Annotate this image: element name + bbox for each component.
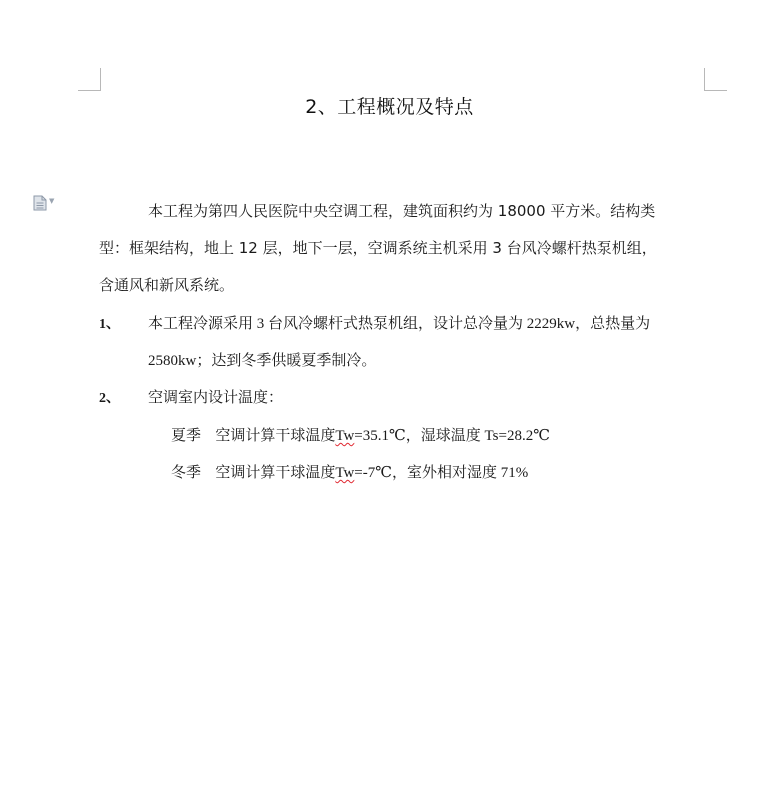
summer-condition	[171, 424, 550, 445]
summer-ts-value: =28.2℃	[498, 428, 550, 444]
page-title: 2、工程概况及特点	[305, 96, 474, 118]
winter-condition	[171, 461, 528, 482]
paragraph-handle[interactable]	[33, 195, 59, 211]
intro-line-3: 含通风和新风系统。	[99, 276, 235, 294]
list-item-2-line-1: 空调室内设计温度：	[148, 388, 284, 406]
intro-line-1: 本工程为第四人民医院中央空调工程，建筑面积约为 18000 平方米。结构类	[148, 202, 656, 220]
list-item-1-line-1: 本工程冷源采用 3 台风冷螺杆式热泵机组，设计总冷量为 2229kw，总热量为	[148, 316, 651, 332]
winter-tw-value: =-7℃，室外相对湿度 71%	[354, 465, 529, 481]
list-number-1: 1、	[99, 317, 120, 332]
summer-tw-code: Tw	[335, 428, 355, 444]
winter-season-label: 冬季	[171, 463, 202, 481]
list-item-1-line-2: 2580kw；达到冬季供暖夏季制冷。	[148, 353, 377, 369]
top-right-margin-mark	[704, 68, 727, 91]
summer-season-label: 夏季	[171, 426, 202, 444]
chevron-down-icon: ▼	[49, 197, 55, 205]
summer-ts-code: Ts	[484, 428, 499, 444]
top-left-margin-mark	[78, 68, 101, 91]
winter-dry-bulb-label: 空调计算干球温度	[215, 463, 336, 481]
intro-line-2: 型：框架结构，地上 12 层，地下一层，空调系统主机采用 3 台风冷螺杆热泵机组，	[99, 239, 657, 257]
list-number-2: 2、	[99, 391, 120, 406]
winter-tw-code: Tw	[335, 465, 355, 481]
summer-tw-value: =35.1℃，湿球温度	[354, 428, 485, 444]
document-icon	[33, 195, 47, 211]
summer-dry-bulb-label: 空调计算干球温度	[215, 426, 336, 444]
